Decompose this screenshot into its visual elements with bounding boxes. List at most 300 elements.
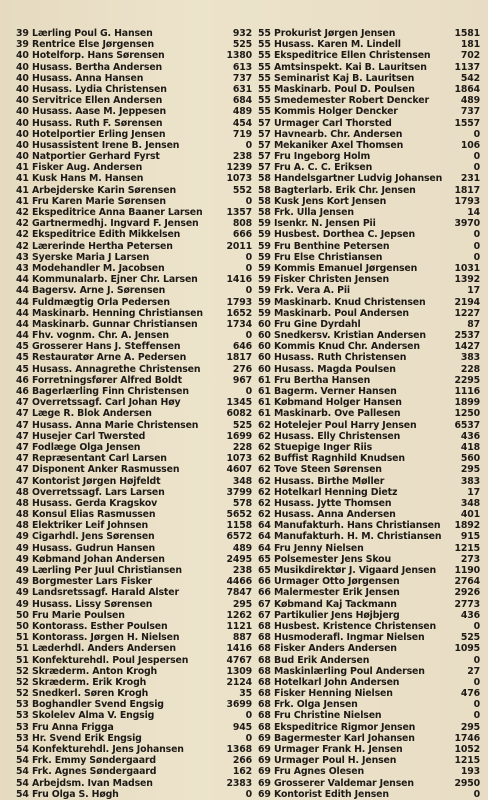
resident-name: Kontorass. Esther Poulsen xyxy=(32,620,168,632)
resident-name: Bagterlarb. Erik Chr. Jensen xyxy=(274,184,416,196)
tax-amount: 0 xyxy=(473,676,480,688)
tax-amount: 1793 xyxy=(454,195,480,207)
list-item xyxy=(258,218,480,229)
list-item xyxy=(258,129,480,140)
house-number: 54 xyxy=(16,744,29,755)
house-number: 40 xyxy=(16,95,29,107)
house-number: 49 xyxy=(16,542,29,554)
tax-amount: 193 xyxy=(460,766,480,778)
resident-name: Overretssagf. Carl Johan Høy xyxy=(32,397,181,409)
house-number: 53 xyxy=(16,721,29,733)
tax-amount: 228 xyxy=(460,363,480,375)
tax-amount: 1116 xyxy=(454,386,480,397)
resident-name: Hr. Svend Erik Engsig xyxy=(32,732,142,744)
house-number: 41 xyxy=(16,162,29,174)
house-number: 53 xyxy=(16,699,29,711)
tax-amount: 2950 xyxy=(454,777,480,789)
house-number: 54 xyxy=(16,766,29,778)
tax-amount: 0 xyxy=(245,330,252,342)
tax-amount: 3970 xyxy=(454,218,480,230)
tax-amount: 887 xyxy=(232,632,252,644)
tax-amount: 1190 xyxy=(454,565,480,576)
resident-name: Husass. Anna Andersen xyxy=(274,509,396,521)
resident-name: Fru A. C. C. Eriksen xyxy=(274,162,373,174)
resident-name: Kontorist Edith Jensen xyxy=(274,788,389,800)
resident-name: Fru Bertha Hansen xyxy=(274,374,371,386)
house-number: 64 xyxy=(258,542,271,554)
house-number: 55 xyxy=(258,61,271,73)
list-item xyxy=(258,610,480,621)
tax-amount: 1380 xyxy=(226,50,252,62)
list-item xyxy=(258,185,480,196)
list-item xyxy=(258,688,480,699)
tax-amount: 295 xyxy=(460,721,480,733)
house-number: 45 xyxy=(16,341,29,353)
resident-name: Hotelforp. Hans Sørensen xyxy=(32,50,165,62)
house-number: 55 xyxy=(258,50,271,62)
resident-name: Ekspeditrice Rigmor Jensen xyxy=(274,721,416,733)
list-item xyxy=(16,632,252,643)
resident-name: Husass. Anna Hansen xyxy=(32,72,144,84)
house-number: 62 xyxy=(258,441,271,453)
list-item xyxy=(16,173,252,184)
list-item xyxy=(16,599,252,610)
house-number: 42 xyxy=(16,240,29,252)
list-item xyxy=(258,464,480,475)
list-item xyxy=(258,151,480,162)
resident-name: Repræsentant Carl Larsen xyxy=(32,453,167,465)
list-item xyxy=(258,766,480,777)
list-item xyxy=(16,733,252,744)
right-column xyxy=(258,28,480,800)
resident-name: Husass. Ruth Christensen xyxy=(274,352,407,364)
resident-name: Læge R. Blok Andersen xyxy=(32,408,152,420)
tax-amount: 1581 xyxy=(454,28,480,39)
resident-name: Polsemester Jens Skou xyxy=(274,553,391,565)
tax-amount: 542 xyxy=(460,72,480,84)
resident-name: Grosserer Valdemar Jensen xyxy=(274,777,414,789)
list-item xyxy=(258,73,480,84)
list-item xyxy=(258,733,480,744)
resident-name: Kommis Knud Chr. Andersen xyxy=(274,341,420,353)
house-number: 49 xyxy=(16,553,29,565)
list-item xyxy=(258,352,480,363)
list-item xyxy=(16,476,252,487)
house-number: 62 xyxy=(258,509,271,521)
house-number: 68 xyxy=(258,620,271,632)
tax-amount: 1239 xyxy=(226,162,252,174)
house-number: 60 xyxy=(258,318,271,330)
list-item xyxy=(16,352,252,363)
list-item xyxy=(258,543,480,554)
list-item xyxy=(258,229,480,240)
resident-name: Bagersv. Arne J. Sørensen xyxy=(32,285,166,297)
list-item xyxy=(16,420,252,431)
house-number: 62 xyxy=(258,464,271,476)
resident-name: Maskinarb. Gunnar Christiansen xyxy=(32,318,198,330)
tax-amount: 613 xyxy=(232,61,252,73)
tax-amount: 719 xyxy=(232,128,252,140)
tax-amount: 1416 xyxy=(226,643,252,655)
resident-name: Fru Gine Dyrdahl xyxy=(274,318,361,330)
house-number: 65 xyxy=(258,553,271,565)
house-number: 68 xyxy=(258,632,271,644)
resident-name: Forretningsfører Alfred Boldt xyxy=(32,374,182,386)
tax-amount: 1137 xyxy=(454,61,480,73)
tax-amount: 0 xyxy=(245,788,252,800)
tax-amount: 436 xyxy=(460,430,480,442)
tax-amount: 4466 xyxy=(226,576,252,588)
house-number: 40 xyxy=(16,72,29,84)
resident-name: Fuldmægtig Orla Pedersen xyxy=(32,296,170,308)
house-number: 40 xyxy=(16,128,29,140)
resident-name: Maskinarb. Knud Christensen xyxy=(274,296,426,308)
house-number: 44 xyxy=(16,274,29,286)
tax-amount: 1158 xyxy=(226,520,252,532)
tax-amount: 0 xyxy=(245,251,252,263)
list-item xyxy=(258,476,480,487)
tax-amount: 5652 xyxy=(226,509,252,521)
resident-name: Fhv. vognm. Chr. A. Jensen xyxy=(32,330,169,342)
tax-amount: 276 xyxy=(232,363,252,375)
house-number: 55 xyxy=(258,106,271,118)
tax-amount: 932 xyxy=(232,28,252,39)
resident-name: Overretssagf. Lars Larsen xyxy=(32,486,165,498)
tax-amount: 578 xyxy=(232,497,252,509)
tax-amount: 1817 xyxy=(226,352,252,364)
tax-amount: 0 xyxy=(473,251,480,263)
house-number: 42 xyxy=(16,229,29,241)
resident-name: Husass. Lydia Christensen xyxy=(32,83,167,95)
resident-name: Husbest. Kristence Christensen xyxy=(274,620,437,632)
tax-amount: 2764 xyxy=(454,576,480,588)
list-item xyxy=(258,330,480,341)
resident-name: Kommis Emanuel Jørgensen xyxy=(274,262,418,274)
list-item xyxy=(16,308,252,319)
house-number: 55 xyxy=(258,72,271,84)
list-item xyxy=(258,28,480,39)
list-item xyxy=(258,62,480,73)
list-item xyxy=(16,643,252,654)
tax-amount: 1215 xyxy=(454,542,480,554)
house-number: 47 xyxy=(16,397,29,409)
list-item xyxy=(16,587,252,598)
tax-amount: 1557 xyxy=(454,117,480,129)
list-item xyxy=(258,207,480,218)
tax-amount: 967 xyxy=(232,374,252,386)
list-item xyxy=(16,196,252,207)
house-number: 60 xyxy=(258,330,271,342)
house-number: 58 xyxy=(258,207,271,218)
house-number: 50 xyxy=(16,620,29,632)
list-item xyxy=(258,487,480,498)
house-number: 69 xyxy=(258,777,271,789)
list-item xyxy=(16,263,252,274)
resident-name: Bagerm. Verner Hansen xyxy=(274,386,397,397)
house-number: 68 xyxy=(258,654,271,666)
list-item xyxy=(16,610,252,621)
resident-name: Servitrice Ellen Andersen xyxy=(32,95,163,107)
resident-name: Malermester Erik Jensen xyxy=(274,587,400,599)
house-number: 49 xyxy=(16,598,29,610)
list-item xyxy=(258,173,480,184)
resident-name: Cigarhdl. Jens Sørensen xyxy=(32,531,155,543)
resident-name: Husassistent Irene B. Jensen xyxy=(32,139,180,151)
resident-name: Handelsgartner Ludvig Johansen xyxy=(274,173,443,185)
list-item xyxy=(16,487,252,498)
resident-name: Isenkr. N. Jensen Pii xyxy=(274,218,376,230)
list-item xyxy=(258,386,480,397)
tax-amount: 0 xyxy=(245,732,252,744)
tax-amount: 383 xyxy=(460,475,480,487)
list-item xyxy=(16,509,252,520)
house-number: 60 xyxy=(258,363,271,375)
tax-amount: 1864 xyxy=(454,83,480,95)
house-number: 57 xyxy=(258,128,271,140)
resident-name: Konsul Elias Rasmussen xyxy=(32,509,156,521)
house-number: 40 xyxy=(16,61,29,73)
tax-amount: 6082 xyxy=(226,408,252,420)
list-item xyxy=(258,554,480,565)
house-number: 43 xyxy=(16,251,29,263)
house-number: 46 xyxy=(16,374,29,386)
tax-amount: 0 xyxy=(245,262,252,274)
resident-name: Husass. Ruth F. Sørensen xyxy=(32,117,163,129)
tax-amount: 1416 xyxy=(226,274,252,286)
tax-amount: 1309 xyxy=(226,665,252,677)
resident-name: Disponent Anker Rasmussen xyxy=(32,464,180,476)
tax-amount: 4607 xyxy=(226,464,252,476)
resident-name: Konfekturehdl. Poul Jespersen xyxy=(32,654,189,666)
resident-name: Ekspeditrice Ellen Christensen xyxy=(274,50,431,62)
tax-amount: 3799 xyxy=(226,486,252,498)
house-number: 67 xyxy=(258,598,271,610)
list-item xyxy=(258,397,480,408)
list-item xyxy=(16,744,252,755)
house-number: 69 xyxy=(258,766,271,778)
resident-name: Bagermester Karl Johansen xyxy=(274,732,415,744)
tax-amount: 0 xyxy=(473,788,480,800)
resident-name: Arbejdsm. Ivan Madsen xyxy=(32,777,153,789)
tax-amount: 1227 xyxy=(454,307,480,319)
house-number: 52 xyxy=(16,688,29,700)
resident-name: Fisker Aug. Andersen xyxy=(32,162,143,174)
tax-amount: 4767 xyxy=(226,654,252,666)
resident-name: Husass. Magda Poulsen xyxy=(274,363,396,375)
list-item xyxy=(16,28,252,39)
house-number: 69 xyxy=(258,732,271,744)
house-number: 53 xyxy=(16,732,29,744)
list-item xyxy=(16,364,252,375)
resident-name: Fru Olga S. Høgh xyxy=(32,788,119,800)
house-number: 51 xyxy=(16,654,29,666)
resident-name: Konfekturehdl. Jens Johansen xyxy=(32,744,184,755)
tax-amount: 418 xyxy=(460,441,480,453)
house-number: 58 xyxy=(258,173,271,185)
resident-name: Boghandler Svend Engsig xyxy=(32,699,164,711)
tax-amount: 35 xyxy=(239,688,252,700)
tax-amount: 1250 xyxy=(454,408,480,420)
list-item xyxy=(258,453,480,464)
list-item xyxy=(258,699,480,710)
resident-name: Købmand Johan Andersen xyxy=(32,553,165,565)
list-item xyxy=(258,755,480,766)
tax-amount: 2926 xyxy=(454,587,480,599)
resident-name: Frk. Ulla Jensen xyxy=(274,207,354,218)
list-item xyxy=(258,241,480,252)
list-item xyxy=(258,778,480,789)
tax-amount: 1734 xyxy=(226,318,252,330)
list-item xyxy=(16,129,252,140)
resident-name: Husbest. Dorthea C. Jepsen xyxy=(274,229,415,241)
resident-name: Natportier Gerhard Fyrst xyxy=(32,151,160,163)
house-number: 68 xyxy=(258,643,271,655)
tax-amount: 2773 xyxy=(454,598,480,610)
resident-name: Købmand Holger Hansen xyxy=(274,397,402,409)
house-number: 68 xyxy=(258,721,271,733)
tax-amount: 1121 xyxy=(226,620,252,632)
list-item xyxy=(16,73,252,84)
list-item xyxy=(16,39,252,50)
list-item xyxy=(258,196,480,207)
list-item xyxy=(16,162,252,173)
house-number: 52 xyxy=(16,676,29,688)
list-item xyxy=(16,106,252,117)
house-number: 65 xyxy=(258,565,271,576)
house-number: 68 xyxy=(258,676,271,688)
resident-name: Skræderm. Anton Krogh xyxy=(32,665,158,677)
resident-name: Snedkerl. Søren Krogh xyxy=(32,688,149,700)
list-item xyxy=(258,140,480,151)
house-number: 39 xyxy=(16,28,29,39)
house-number: 50 xyxy=(16,609,29,621)
tax-amount: 295 xyxy=(460,464,480,476)
list-item xyxy=(258,509,480,520)
tax-amount: 1262 xyxy=(226,609,252,621)
tax-amount: 87 xyxy=(467,318,480,330)
resident-name: Maskinarb. Henning Christiansen xyxy=(32,307,203,319)
house-number: 53 xyxy=(16,710,29,722)
house-number: 62 xyxy=(258,453,271,465)
resident-name: Mekaniker Axel Thomsen xyxy=(274,139,404,151)
resident-name: Stuepige Inger Riis xyxy=(274,441,373,453)
resident-name: Fru Ingeborg Holm xyxy=(274,151,371,163)
resident-name: Musikdirektør J. Vigaard Jensen xyxy=(274,565,437,576)
resident-name: Modehandler M. Jacobsen xyxy=(32,262,165,274)
list-item xyxy=(16,498,252,509)
house-number: 49 xyxy=(16,531,29,543)
tax-amount: 1793 xyxy=(226,296,252,308)
tax-amount: 476 xyxy=(460,688,480,700)
tax-amount: 1392 xyxy=(454,274,480,286)
tax-amount: 1073 xyxy=(226,173,252,185)
tax-amount: 228 xyxy=(232,441,252,453)
tax-amount: 348 xyxy=(232,475,252,487)
tax-amount: 1699 xyxy=(226,430,252,442)
tax-amount: 6537 xyxy=(454,419,480,431)
resident-name: Hotelportier Erling Jensen xyxy=(32,128,166,140)
list-item xyxy=(16,330,252,341)
tax-amount: 1031 xyxy=(454,262,480,274)
list-item xyxy=(16,722,252,733)
tax-amount: 14 xyxy=(467,207,480,218)
tax-amount: 0 xyxy=(245,285,252,297)
list-item xyxy=(16,341,252,352)
house-number: 51 xyxy=(16,632,29,644)
list-item xyxy=(16,442,252,453)
resident-name: Skræderm. Erik Krogh xyxy=(32,676,147,688)
tax-amount: 0 xyxy=(245,195,252,207)
house-number: 45 xyxy=(16,352,29,364)
list-item xyxy=(16,464,252,475)
resident-name: Kommunalarb. Ejner Chr. Larsen xyxy=(32,274,198,286)
house-number: 59 xyxy=(258,240,271,252)
resident-name: Borgmester Lars Fisker xyxy=(32,576,152,588)
house-number: 41 xyxy=(16,173,29,185)
list-item xyxy=(16,319,252,330)
tax-amount: 646 xyxy=(232,341,252,353)
list-item xyxy=(258,375,480,386)
tax-amount: 1427 xyxy=(454,341,480,353)
list-item xyxy=(258,84,480,95)
tax-amount: 0 xyxy=(473,620,480,632)
tax-amount: 2383 xyxy=(226,777,252,789)
tax-amount: 2495 xyxy=(226,553,252,565)
tax-amount: 17 xyxy=(467,486,480,498)
house-number: 40 xyxy=(16,50,29,62)
resident-name: Fodlæge Olga Jensen xyxy=(32,441,141,453)
house-number: 64 xyxy=(258,531,271,543)
house-number: 51 xyxy=(16,643,29,655)
tax-amount: 2194 xyxy=(454,296,480,308)
list-item xyxy=(16,677,252,688)
list-item xyxy=(16,241,252,252)
resident-name: Rentrice Else Jørgensen xyxy=(32,39,155,51)
resident-name: Husass. Anna Marie Christensen xyxy=(32,419,199,431)
list-item xyxy=(258,162,480,173)
resident-name: Elektriker Leif Johnsen xyxy=(32,520,149,532)
list-item xyxy=(258,722,480,733)
house-number: 55 xyxy=(258,28,271,39)
list-item xyxy=(258,666,480,677)
house-number: 66 xyxy=(258,587,271,599)
list-item xyxy=(16,397,252,408)
list-item xyxy=(16,565,252,576)
resident-name: Husmoderafl. Ingmar Nielsen xyxy=(274,632,425,644)
list-item xyxy=(16,431,252,442)
tax-amount: 17 xyxy=(467,285,480,297)
list-item xyxy=(258,655,480,666)
tax-amount: 27 xyxy=(467,665,480,677)
list-item xyxy=(16,252,252,263)
resident-name: Fru Jenny Nielsen xyxy=(274,542,364,554)
list-item xyxy=(16,62,252,73)
list-item xyxy=(16,543,252,554)
tax-amount: 1892 xyxy=(454,520,480,532)
tax-amount: 525 xyxy=(460,632,480,644)
resident-name: Husass. Karen M. Lindell xyxy=(274,39,401,51)
house-number: 61 xyxy=(258,374,271,386)
house-number: 57 xyxy=(258,162,271,174)
list-item xyxy=(16,185,252,196)
resident-name: Buffist Ragnhild Knudsen xyxy=(274,453,405,465)
resident-name: Fisker Anders Andersen xyxy=(274,643,397,655)
list-item xyxy=(258,341,480,352)
list-item xyxy=(258,498,480,509)
list-item xyxy=(258,50,480,61)
tax-amount: 454 xyxy=(232,117,252,129)
tax-amount: 7847 xyxy=(226,587,252,599)
